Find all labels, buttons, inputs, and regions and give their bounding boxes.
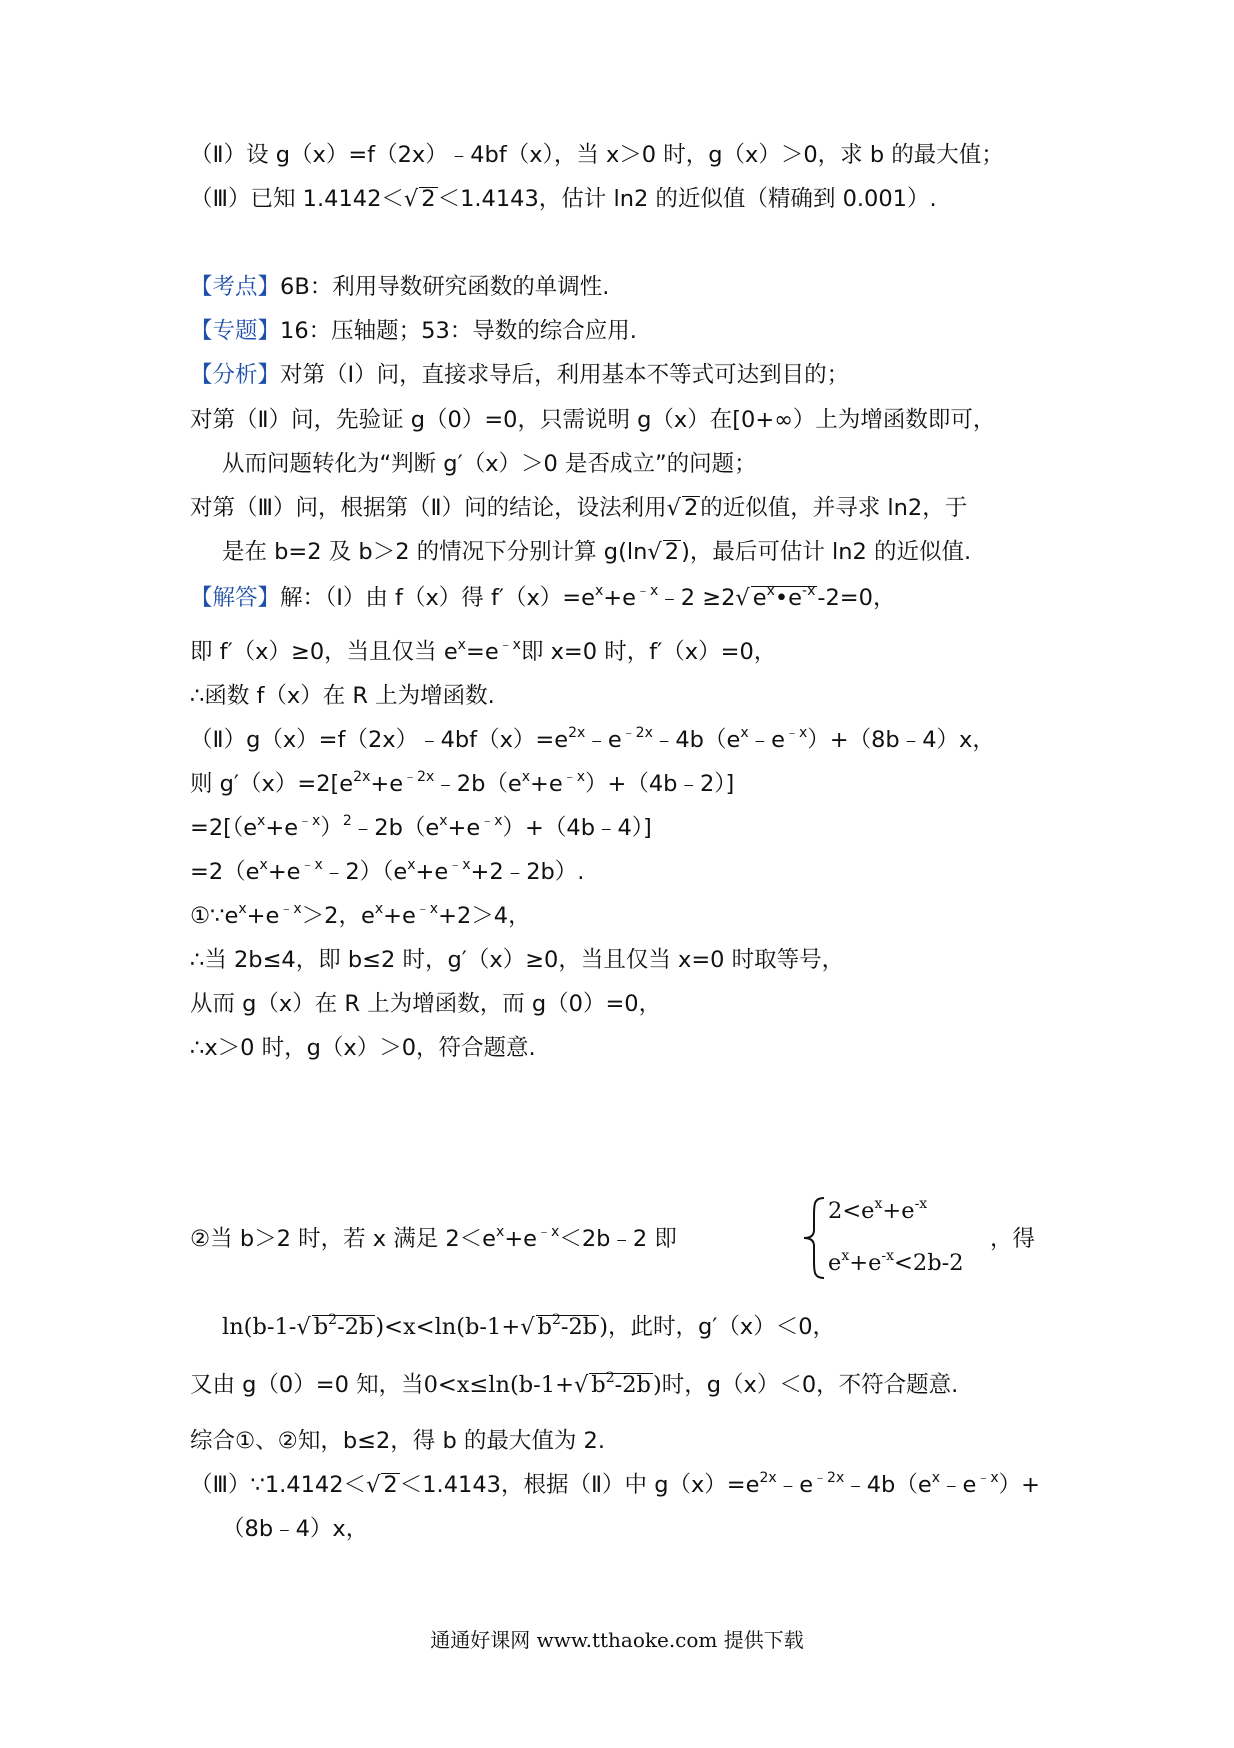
answer-14: 又由 g（0）=0 知，当0<x≤ln(b-1+√ $b^2-2b$)时，g（x）＜0，不符合题意. [190,1370,959,1398]
answer-1: 【解答】解：（Ⅰ）由 f（x）得 $f'(x)=e^x+e^{﹣x}﹣2 \ge 2√$ $e^x•e^{-x}-2=0$， [190,583,896,611]
tag-zhuanti: 【专题】 [190,318,281,344]
answer-2: 即 f′（x）≥0，当且仅当 $e^x=e^{﹣x}$即 x=0 时，f′（x）=0， [190,637,777,665]
topic: 【专题】16：压轴题；53：导数的综合应用. [190,318,637,344]
problem-part-3: （Ⅲ）已知 1.4142＜√ 2＜1.4143，估计 ln2 的近似值（精确到 0.001）. [190,186,937,212]
answer-15: 综合①、②知，b≤2，得 b 的最大值为 2. [190,1428,605,1454]
answer-17: （8b﹣4）x， [222,1516,369,1542]
problem-part-2: （Ⅱ）设 g（x）=f（2x）﹣4bf（x），当 x＞0 时，g（x）＞0，求 b 的最大值； [190,142,1004,168]
answer-12: ②当 b＞2 时，若 x 满足 $2<e^x+e^{﹣x}<2b﹣2$ 即 [190,1224,677,1252]
answer-7: $=2(e^x+e^{﹣x}﹣2)(e^x+e^{﹣x}+2﹣2b)$. [190,857,585,885]
analysis-1: 【分析】对第（Ⅰ）问，直接求导后，利用基本不等式可达到目的； [190,362,850,388]
system-brace [800,1196,830,1280]
knowledge-point: 【考点】6B：利用导数研究函数的单调性. [190,274,610,300]
page-footer: 通通好课网 www.tthaoke.com 提供下载 [430,1628,804,1652]
answer-5: 则 $g'(x)=2[e^{2x}+e^{﹣2x}﹣2b(e^x+e^{﹣x})+(4b﹣2)]$ [190,769,735,797]
analysis-5: 是在 b=2 及 b＞2 的情况下分别计算 g(ln√ 2)，最后可估计 ln2 的近似值. [222,539,972,565]
answer-9: ∴当 2b≤4，即 b≤2 时，g′（x）≥0，当且仅当 x=0 时取等号， [190,947,845,973]
analysis-2: 对第（Ⅱ）问，先验证 g（0）=0，只需说明 g（x）在[0+∞）上为增函数即可， [190,407,996,433]
answer-4: $(Ⅱ)g(x)=f(2x)﹣4bf(x)=e^{2x}﹣e^{﹣2x}﹣4b(e^x﹣e^{﹣x})+(8b﹣4)x$， [190,725,995,753]
tag-jieda: 【解答】 [190,585,281,611]
answer-16: （Ⅲ）∵1.4142＜√ 2＜1.4143，根据（Ⅱ）中 $g(x)=e^{2x}﹣e^{﹣2x}﹣4b(e^x﹣e^{﹣x})+$ [190,1470,1040,1498]
answer-6: $=2[(e^x+e^{﹣x})^2﹣2b(e^x+e^{﹣x})+(4b﹣4)]$ [190,813,652,841]
tag-fenxi: 【分析】 [190,362,281,388]
answer-13: ln(b-1-√ $b^2-2b)<x<\ln(b-1+√$ $b^2-2b$)，此时，g′（x）＜0， [222,1312,836,1340]
tag-kaodian: 【考点】 [190,274,281,300]
analysis-4: 对第（Ⅲ）问，根据第（Ⅱ）问的结论，设法利用√ 2的近似值，并寻求 ln2，于 [190,495,968,521]
answer-8: $①\because e^x+e^{﹣x}>2$，$e^x+e^{﹣x}+2>4$， [190,901,531,929]
answer-3: ∴函数 f（x）在 R 上为增函数. [190,683,495,709]
system-eq-2: $e^x+e^{-x}<2b-2$ [828,1248,964,1276]
answer-12-tail: ，得 [990,1226,1036,1252]
answer-10: 从而 g（x）在 R 上为增函数，而 g（0）=0， [190,991,662,1017]
answer-11: ∴x＞0 时，g（x）＞0，符合题意. [190,1035,536,1061]
system-eq-1: $2<e^x+e^{-x}$ [828,1196,928,1224]
analysis-3: 从而问题转化为“判断 g′（x）＞0 是否成立”的问题； [222,451,757,477]
